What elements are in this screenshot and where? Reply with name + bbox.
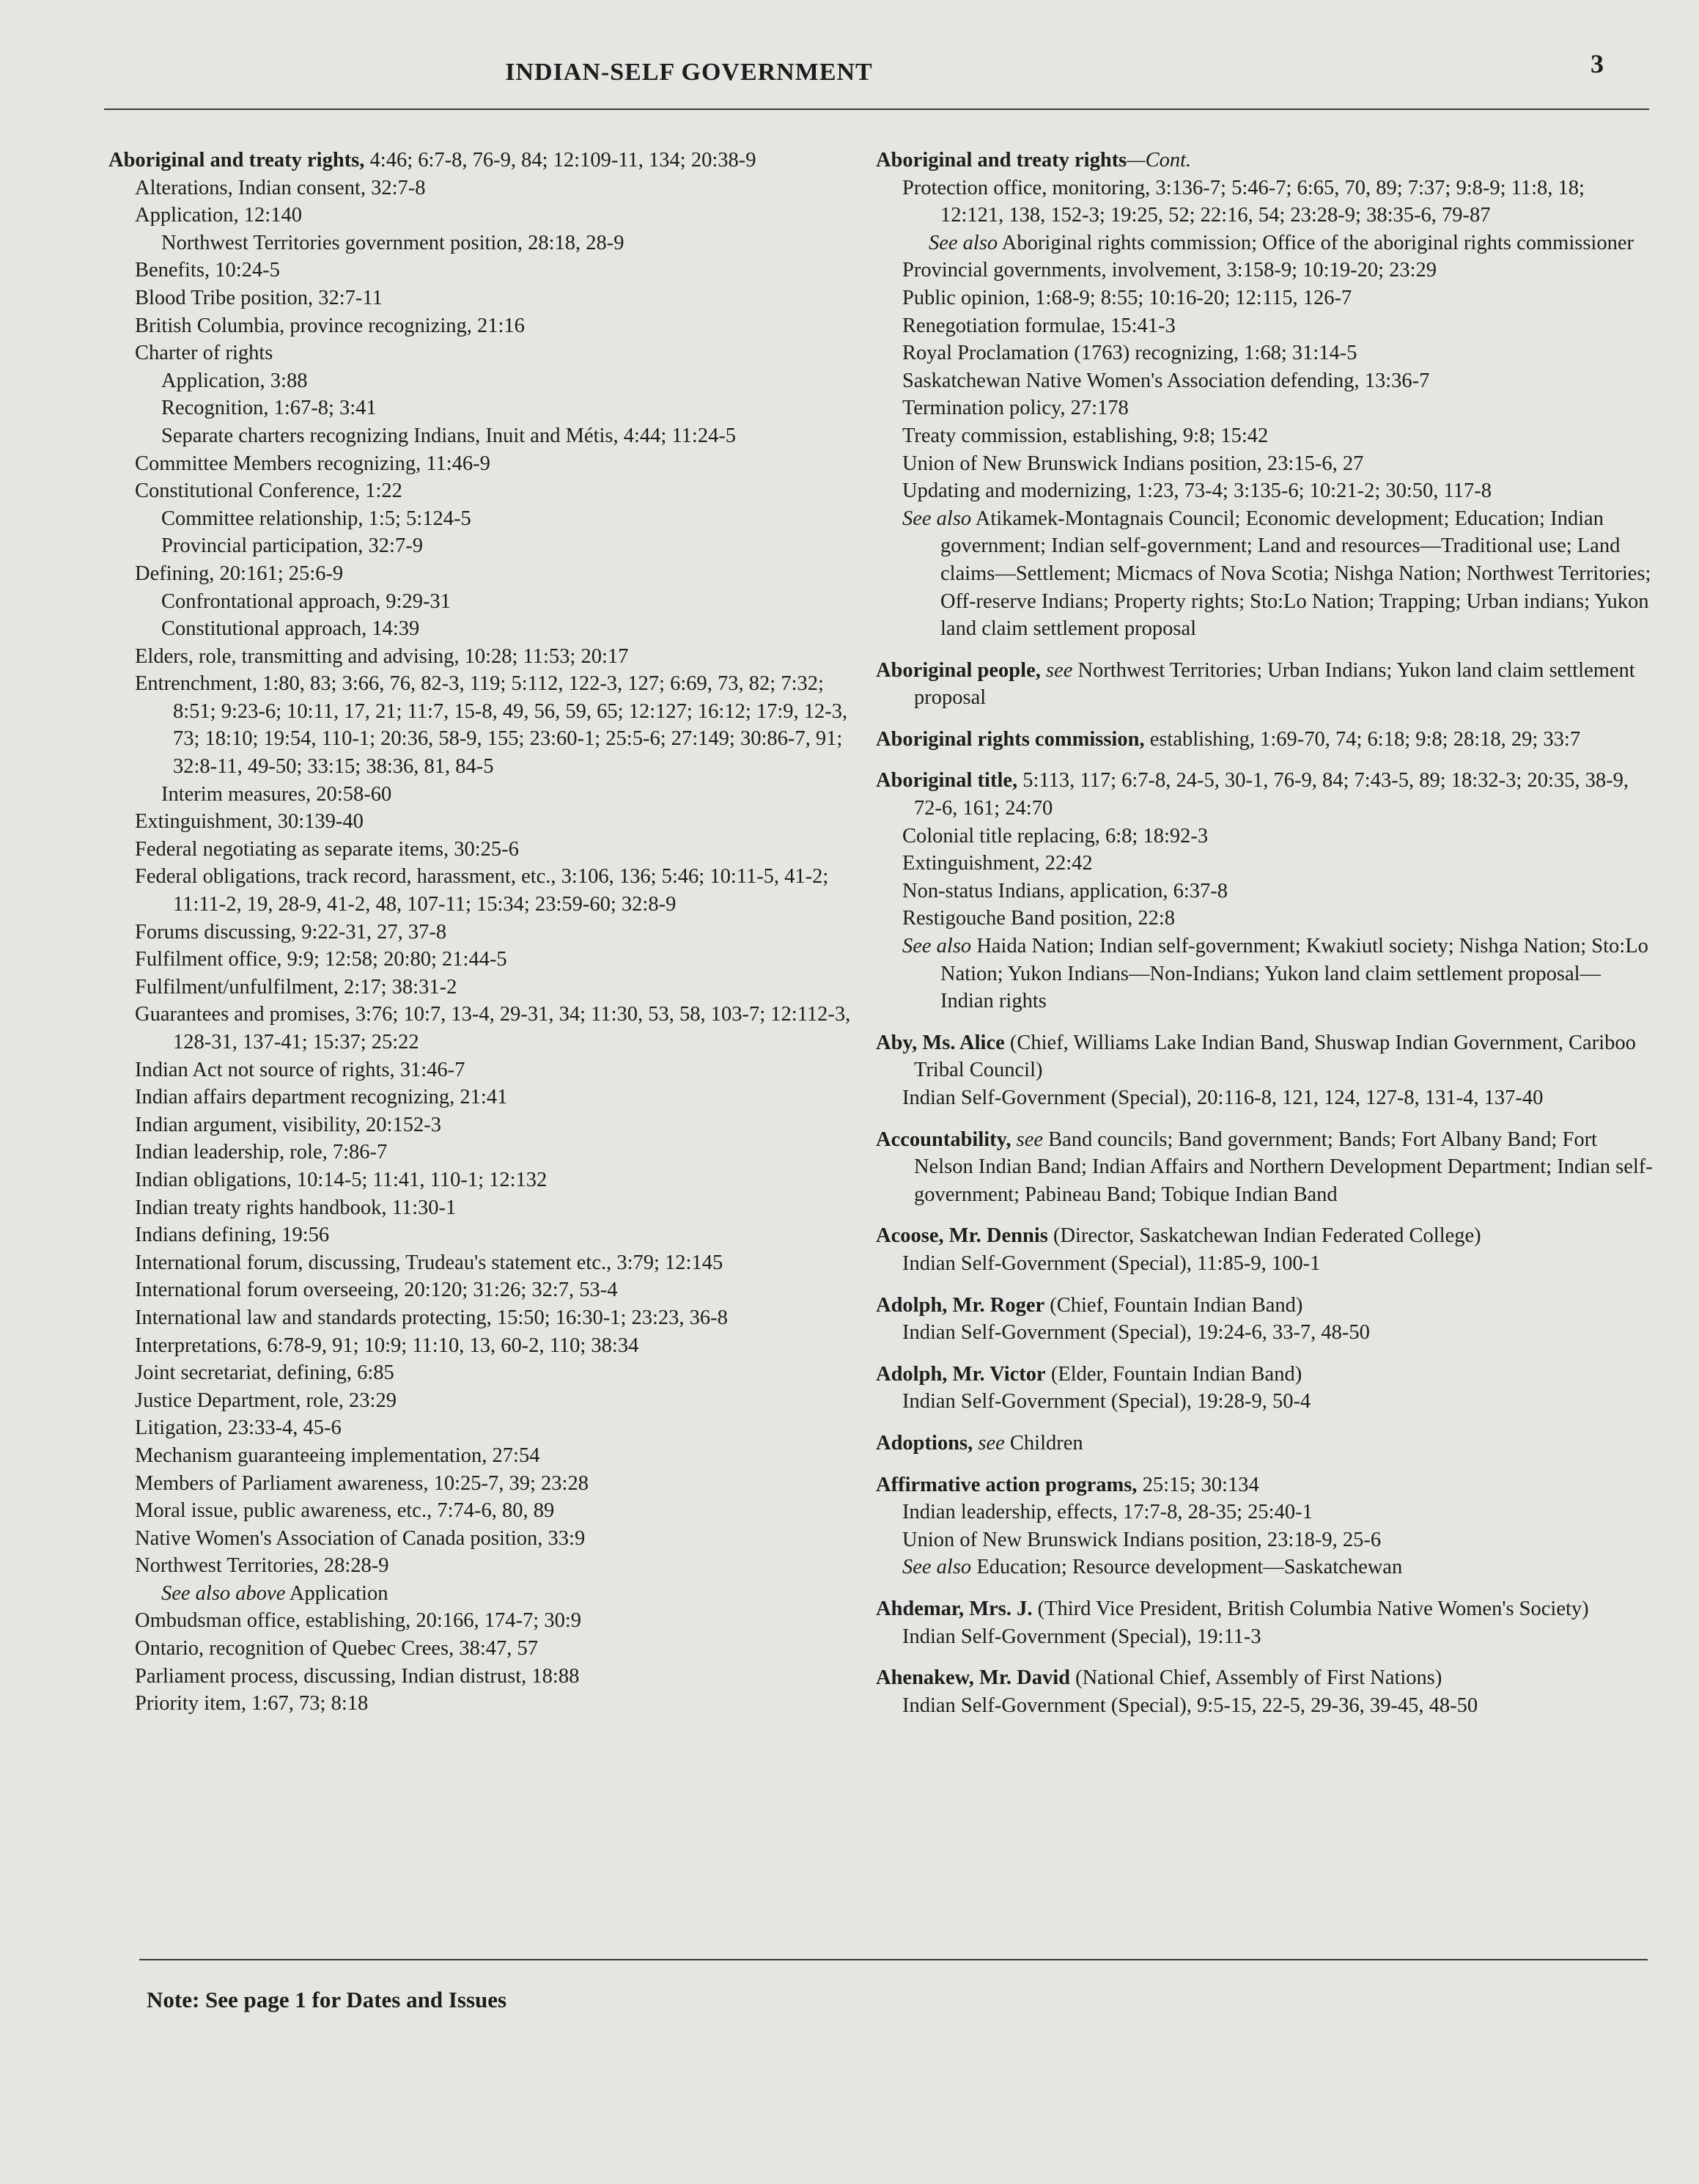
- entry-text: Indian argument, visibility, 20:152-3: [135, 1113, 441, 1136]
- index-subentry: [108, 1359, 863, 1387]
- entry-text: Litigation, 23:33-4, 45-6: [135, 1416, 342, 1440]
- index-subentry: [108, 588, 863, 616]
- entry-text: Indian Self-Government (Special), 9:5-15, 22-5, 29-36, 39-45, 48-50: [902, 1694, 1478, 1717]
- entry-heading: Aboriginal title,: [876, 769, 1018, 793]
- index-subentry: [876, 174, 1653, 229]
- index-subentry: [108, 1084, 863, 1111]
- index-subentry: [108, 643, 863, 671]
- index-heading-entry: [876, 657, 1653, 712]
- index-subentry: [108, 1249, 863, 1277]
- cross-reference-label: —Cont.: [1127, 149, 1192, 172]
- entry-text: Saskatchewan Native Women's Association defending, 13:36-7: [902, 369, 1430, 392]
- index-subentry: [108, 312, 863, 340]
- index-subentry: [108, 974, 863, 1001]
- index-subentry: [876, 850, 1653, 878]
- entry-text: Indian Self-Government (Special), 20:116-8, 121, 124, 127-8, 131-4, 137-40: [902, 1087, 1544, 1109]
- index-subentry: [108, 1470, 863, 1498]
- index-heading-entry: [876, 1292, 1653, 1320]
- entry-text: Renegotiation formulae, 15:41-3: [902, 314, 1176, 337]
- index-subentry: [108, 229, 863, 257]
- entry-text: Blood Tribe position, 32:7-11: [135, 286, 383, 309]
- entry-text: Extinguishment, 30:139-40: [135, 810, 364, 834]
- entry-text: Charter of rights: [135, 342, 273, 365]
- index-subentry: [108, 1221, 863, 1249]
- entry-text: Indian Self-Government (Special), 11:85-9, 100-1: [902, 1251, 1321, 1275]
- index-subentry: [108, 202, 863, 229]
- entry-text: Separate charters recognizing Indians, Inuit and Métis, 4:44; 11:24-5: [161, 424, 737, 447]
- index-subentry: [108, 1276, 863, 1304]
- index-subentry: [108, 1332, 863, 1360]
- entry-text: (National Chief, Assembly of First Nations): [1069, 1666, 1442, 1690]
- index-subentry: [108, 367, 863, 395]
- right-column: [876, 147, 1653, 1719]
- index-heading-entry: [876, 1664, 1653, 1692]
- entry-text: Interim measures, 20:58-60: [161, 782, 392, 806]
- entry-text: Constitutional approach, 14:39: [161, 617, 420, 641]
- entry-text: Parliament process, discussing, Indian distrust, 18:88: [135, 1664, 580, 1688]
- index-subentry: [108, 394, 863, 422]
- cross-reference-label: see: [973, 1431, 1005, 1455]
- index-subentry: [108, 919, 863, 946]
- entry-text: Joint secretariat, defining, 6:85: [135, 1361, 394, 1385]
- index-subentry: [876, 505, 1653, 643]
- entry-text: Indians defining, 19:56: [135, 1224, 330, 1247]
- index-subentry: [108, 174, 863, 202]
- index-subentry: [108, 532, 863, 560]
- entry-text: Committee Members recognizing, 11:46-9: [135, 452, 490, 475]
- index-subentry: [108, 1525, 863, 1553]
- cross-reference-label: see: [1040, 658, 1073, 682]
- index-subentry: [108, 1580, 863, 1608]
- entry-text: Restigouche Band position, 22:8: [902, 907, 1176, 930]
- index-subentry: [108, 863, 863, 918]
- entry-text: Guarantees and promises, 3:76; 10:7, 13-4, 29-31, 34; 11:30, 53, 58, 103-7; 12:112-3, 128-31, 137-41; 15:37; 25:22: [135, 1003, 851, 1054]
- index-subentry: [108, 1497, 863, 1525]
- entry-text: Northwest Territories, 28:28-9: [135, 1554, 389, 1578]
- entry-heading: Adolph, Mr. Victor: [876, 1362, 1046, 1386]
- index-subentry: [876, 422, 1653, 450]
- entry-text: Indian obligations, 10:14-5; 11:41, 110-1; 12:132: [135, 1168, 548, 1191]
- index-subentry: [876, 1554, 1653, 1581]
- index-subentry: [108, 477, 863, 505]
- entry-text: (Third Vice President, British Columbia Native Women's Society): [1032, 1597, 1589, 1620]
- entry-text: Interpretations, 6:78-9, 91; 10:9; 11:10, 13, 60-2, 110; 38:34: [135, 1334, 639, 1357]
- entry-text: Children: [1004, 1431, 1083, 1455]
- entry-text: Atikamek-Montagnais Council; Economic development; Education; Indian government; Indian self-government; Land and resources—Traditional use; Land claims—Settlement; Micmacs of Nova Scotia; Nishga Nation; Northwest Territories; Off-reserve Indians; Property rights; Sto:Lo Nation; Trapping; Urban indians; Yukon land claim settlement proposal: [940, 507, 1651, 641]
- entry-text: 5:113, 117; 6:7-8, 24-5, 30-1, 76-9, 84; 7:43-5, 89; 18:32-3; 20:35, 38-9, 72-6, 161; 24:70: [914, 769, 1629, 820]
- index-subentry: [876, 1623, 1653, 1651]
- entry-text: Union of New Brunswick Indians position, 23:18-9, 25-6: [902, 1528, 1382, 1551]
- index-subentry: [108, 1414, 863, 1442]
- index-heading-entry: [876, 1222, 1653, 1250]
- entry-text: Ontario, recognition of Quebec Crees, 38:47, 57: [135, 1637, 539, 1661]
- index-subentry: [876, 477, 1653, 505]
- entry-text: Justice Department, role, 23:29: [135, 1389, 397, 1412]
- entry-text: Mechanism guaranteeing implementation, 27:54: [135, 1444, 540, 1467]
- entry-text: Indian treaty rights handbook, 11:30-1: [135, 1196, 457, 1219]
- index-subentry: [108, 560, 863, 588]
- entry-text: Fulfilment/unfulfilment, 2:17; 38:31-2: [135, 975, 457, 999]
- entry-text: Non-status Indians, application, 6:37-8: [902, 879, 1228, 902]
- entry-text: Provincial participation, 32:7-9: [161, 534, 423, 558]
- index-subentry: [876, 257, 1653, 284]
- entry-text: Haida Nation; Indian self-government; Kwakiutl society; Nishga Nation; Sto:Lo Nation; Yukon Indians—Non-Indians; Yukon land claim settlement proposal—Indian rights: [940, 935, 1648, 1013]
- entry-text: (Director, Saskatchewan Indian Federated College): [1047, 1224, 1481, 1248]
- index-heading-entry: [876, 1361, 1653, 1389]
- index-subentry: [108, 257, 863, 284]
- entry-text: Indian leadership, effects, 17:7-8, 28-35; 25:40-1: [902, 1501, 1313, 1524]
- index-subentry: [108, 1690, 863, 1718]
- page-title: INDIAN-SELF GOVERNMENT: [505, 59, 873, 86]
- index-heading-entry: [876, 767, 1653, 822]
- entry-text: establishing, 1:69-70, 74; 6:18; 9:8; 28:18, 29; 33:7: [1144, 727, 1581, 751]
- index-subentry: [876, 933, 1653, 1015]
- index-subentry: [876, 878, 1653, 905]
- index-subentry: [876, 339, 1653, 367]
- entry-text: Alterations, Indian consent, 32:7-8: [135, 176, 426, 199]
- index-heading-entry: [876, 1471, 1653, 1499]
- index-subentry: [108, 1387, 863, 1415]
- index-subentry: [108, 1194, 863, 1222]
- entry-text: Colonial title replacing, 6:8; 18:92-3: [902, 824, 1209, 848]
- index-heading-entry: [876, 1430, 1653, 1457]
- index-subentry: [108, 1111, 863, 1139]
- entry-text: Benefits, 10:24-5: [135, 259, 280, 282]
- index-subentry: [108, 1304, 863, 1332]
- entry-heading: Accountability,: [876, 1128, 1011, 1151]
- index-subentry: [876, 229, 1653, 257]
- page-number: 3: [1591, 49, 1604, 78]
- entry-text: Elders, role, transmitting and advising, 10:28; 11:53; 20:17: [135, 644, 629, 668]
- entry-text: (Elder, Fountain Indian Band): [1045, 1362, 1302, 1386]
- see-also-label: See also: [902, 935, 972, 958]
- entry-heading: Aboriginal people,: [876, 658, 1041, 682]
- footer-rule: [139, 1959, 1648, 1960]
- index-subentry: [876, 1250, 1653, 1278]
- index-subentry: [876, 1084, 1653, 1112]
- index-subentry: [876, 823, 1653, 850]
- entry-text: Education; Resource development—Saskatchewan: [971, 1556, 1403, 1579]
- index-subentry: [876, 1526, 1653, 1554]
- entry-text: Entrenchment, 1:80, 83; 3:66, 76, 82-3, 119; 5:112, 122-3, 127; 6:69, 73, 82; 7:32; 8:51; 9:23-6; 10:11, 17, 21; 11:7, 15-8, 49, 56, 59, 65; 12:127; 16:12; 17:9, 12-3, 73; 18:10; 19:54, 110-1; 20:36, 58-9, 155; 23:60-1; 25:5-6; 27:149; 30:86-7, 91; 32:8-11, 49-50; 33:15; 38:36, 81, 84-5: [135, 672, 848, 779]
- index-subentry: [876, 1319, 1653, 1347]
- entry-heading: Aboriginal rights commission,: [876, 727, 1145, 751]
- entry-text: Union of New Brunswick Indians position, 23:15-6, 27: [902, 452, 1364, 475]
- entry-text: Indian Self-Government (Special), 19:11-3: [902, 1625, 1261, 1648]
- index-subentry: [108, 1442, 863, 1470]
- see-also-label: See also above: [161, 1581, 286, 1605]
- entry-text: Ombudsman office, establishing, 20:166, 174-7; 30:9: [135, 1609, 581, 1633]
- entry-text: Constitutional Conference, 1:22: [135, 479, 402, 503]
- entry-text: Recognition, 1:67-8; 3:41: [161, 397, 377, 420]
- index-subentry: [108, 339, 863, 367]
- index-heading-entry: [876, 1029, 1653, 1084]
- index-subentry: [108, 1552, 863, 1580]
- index-subentry: [108, 1001, 863, 1056]
- index-subentry: [876, 450, 1653, 478]
- entry-text: Federal negotiating as separate items, 30:25-6: [135, 837, 519, 861]
- entry-text: Members of Parliament awareness, 10:25-7, 39; 23:28: [135, 1471, 589, 1495]
- entry-text: Royal Proclamation (1763) recognizing, 1:68; 31:14-5: [902, 342, 1357, 365]
- entry-heading: Affirmative action programs,: [876, 1473, 1138, 1496]
- entry-text: Application, 3:88: [161, 369, 308, 392]
- entry-text: 4:46; 6:7-8, 76-9, 84; 12:109-11, 134; 20:38-9: [364, 149, 756, 172]
- entry-text: Indian affairs department recognizing, 21:41: [135, 1086, 508, 1109]
- index-subentry: [108, 450, 863, 478]
- entry-text: International law and standards protecting, 15:50; 16:30-1; 23:23, 36-8: [135, 1306, 728, 1329]
- entry-text: 25:15; 30:134: [1137, 1473, 1259, 1496]
- index-subentry: [108, 1139, 863, 1166]
- index-subentry: [108, 670, 863, 780]
- entry-text: Northwest Territories government position, 28:18, 28-9: [161, 231, 624, 254]
- entry-text: Moral issue, public awareness, etc., 7:74-6, 80, 89: [135, 1499, 555, 1523]
- index-subentry: [876, 367, 1653, 395]
- entry-text: Indian Self-Government (Special), 19:24-6, 33-7, 48-50: [902, 1321, 1370, 1345]
- see-also-label: See also: [929, 231, 998, 254]
- entry-text: Defining, 20:161; 25:6-9: [135, 562, 344, 585]
- index-subentry: [108, 836, 863, 864]
- entry-heading: Aboriginal and treaty rights,: [108, 149, 365, 172]
- entry-text: Native Women's Association of Canada position, 33:9: [135, 1526, 586, 1550]
- entry-text: Confrontational approach, 9:29-31: [161, 589, 451, 613]
- index-subentry: [108, 422, 863, 450]
- entry-heading: Acoose, Mr. Dennis: [876, 1224, 1048, 1248]
- entry-text: Indian leadership, role, 7:86-7: [135, 1141, 388, 1164]
- index-subentry: [876, 394, 1653, 422]
- index-subentry: [108, 1635, 863, 1663]
- entry-text: British Columbia, province recognizing, 21:16: [135, 314, 525, 337]
- entry-text: Northwest Territories; Urban Indians; Yukon land claim settlement proposal: [914, 658, 1635, 710]
- index-subentry: [876, 905, 1653, 933]
- footer-note: Note: See page 1 for Dates and Issues: [147, 1987, 507, 2012]
- entry-text: Application: [285, 1581, 388, 1605]
- entry-heading: Ahenakew, Mr. David: [876, 1666, 1070, 1690]
- entry-text: Termination policy, 27:178: [902, 397, 1129, 420]
- entry-text: Committee relationship, 1:5; 5:124-5: [161, 507, 471, 530]
- entry-text: Indian Self-Government (Special), 19:28-9, 50-4: [902, 1390, 1311, 1413]
- entry-text: Indian Act not source of rights, 31:46-7: [135, 1058, 465, 1081]
- entry-heading: Adoptions,: [876, 1431, 973, 1455]
- index-subentry: [876, 1388, 1653, 1416]
- entry-text: Updating and modernizing, 1:23, 73-4; 3:135-6; 10:21-2; 30:50, 117-8: [902, 479, 1492, 503]
- index-subentry: [108, 946, 863, 974]
- index-heading-entry: [876, 147, 1653, 174]
- index-subentry: [108, 1056, 863, 1084]
- entry-text: Priority item, 1:67, 73; 8:18: [135, 1692, 369, 1716]
- index-heading-entry: [876, 726, 1653, 754]
- entry-text: (Chief, Williams Lake Indian Band, Shuswap Indian Government, Cariboo Tribal Council): [914, 1031, 1636, 1082]
- entry-text: Protection office, monitoring, 3:136-7; 5:46-7; 6:65, 70, 89; 7:37; 9:8-9; 11:8, 18; 12:121, 138, 152-3; 19:25, 52; 22:16, 54; 23:28-9; 38:35-6, 79-87: [902, 176, 1585, 227]
- index-subentry: [108, 284, 863, 312]
- index-subentry: [108, 1607, 863, 1635]
- entry-heading: Aby, Ms. Alice: [876, 1031, 1005, 1054]
- entry-text: Treaty commission, establishing, 9:8; 15:42: [902, 424, 1269, 447]
- entry-text: Public opinion, 1:68-9; 8:55; 10:16-20; 12:115, 126-7: [902, 286, 1352, 309]
- entry-text: Extinguishment, 22:42: [902, 852, 1093, 875]
- entry-text: International forum overseeing, 20:120; 31:26; 32:7, 53-4: [135, 1279, 618, 1302]
- index-subentry: [876, 1692, 1653, 1720]
- index-subentry: [876, 312, 1653, 340]
- index-heading-entry: [876, 1595, 1653, 1623]
- entry-text: International forum, discussing, Trudeau's statement etc., 3:79; 12:145: [135, 1251, 723, 1274]
- index-subentry: [108, 615, 863, 643]
- entry-text: Band councils; Band government; Bands; Fort Albany Band; Fort Nelson Indian Band; Indian Affairs and Northern Development Department; Indian self-government; Pabineau Band; Tobique Indian Band: [914, 1128, 1653, 1206]
- entry-text: Forums discussing, 9:22-31, 27, 37-8: [135, 920, 447, 944]
- see-also-label: See also: [902, 1556, 972, 1579]
- index-subentry: [108, 781, 863, 809]
- entry-text: (Chief, Fountain Indian Band): [1044, 1293, 1303, 1317]
- index-subentry: [876, 284, 1653, 312]
- entry-text: Aboriginal rights commission; Office of the aboriginal rights commissioner: [998, 231, 1634, 254]
- entry-text: Fulfilment office, 9:9; 12:58; 20:80; 21:44-5: [135, 948, 507, 971]
- index-subentry: [108, 1166, 863, 1194]
- entry-heading: Adolph, Mr. Roger: [876, 1293, 1045, 1317]
- cross-reference-label: see: [1011, 1128, 1043, 1151]
- see-also-label: See also: [902, 507, 972, 530]
- entry-text: Federal obligations, track record, harassment, etc., 3:106, 136; 5:46; 10:11-5, 41-2; 11:11-2, 19, 28-9, 41-2, 48, 107-11; 15:34; 23:59-60; 32:8-9: [135, 865, 829, 916]
- index-subentry: [108, 1663, 863, 1691]
- entry-heading: Aboriginal and treaty rights: [876, 149, 1127, 172]
- index-subentry: [108, 808, 863, 836]
- index-subentry: [876, 1499, 1653, 1526]
- entry-heading: Ahdemar, Mrs. J.: [876, 1597, 1033, 1620]
- index-heading-entry: [876, 1126, 1653, 1209]
- header-rule: [104, 109, 1649, 110]
- index-subentry: [108, 505, 863, 533]
- index-heading-entry: [108, 147, 863, 174]
- entry-text: Provincial governments, involvement, 3:158-9; 10:19-20; 23:29: [902, 259, 1437, 282]
- entry-text: Application, 12:140: [135, 204, 302, 227]
- left-column: [108, 147, 863, 1718]
